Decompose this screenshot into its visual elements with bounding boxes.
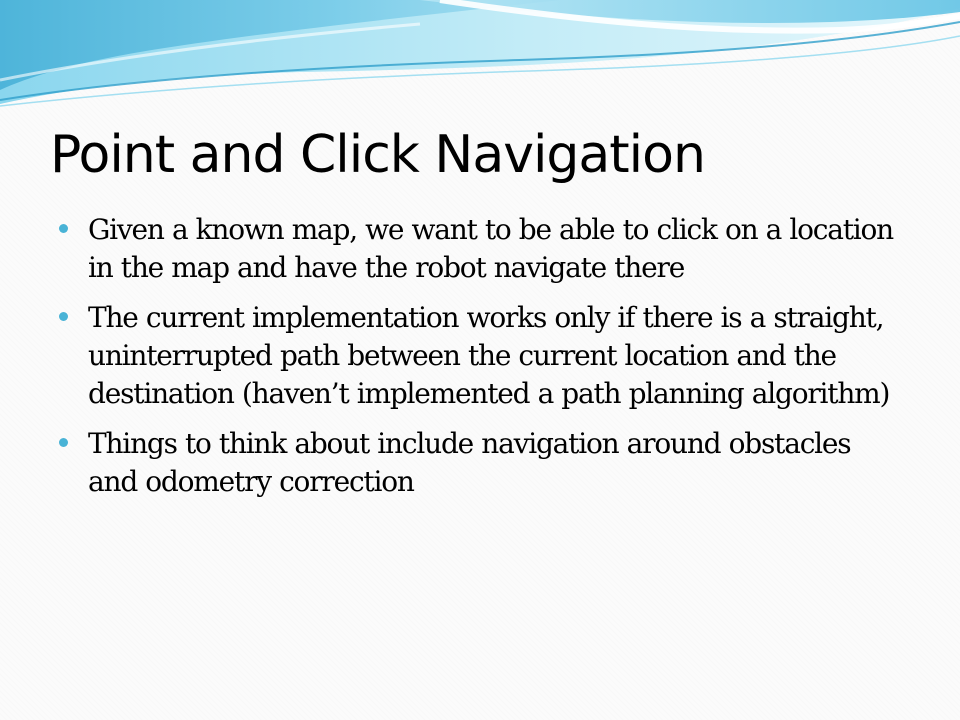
header-wave-decoration [0, 0, 960, 115]
bullet-dot-icon [59, 312, 68, 321]
bullet-dot-icon [59, 224, 68, 233]
bullet-text: Given a known map, we want to be able to click on a location in the map and have the robot navigate there [88, 213, 894, 284]
bullet-item [58, 211, 903, 287]
bullet-text: Things to think about include navigation around obstacles and odometry correction [88, 427, 851, 498]
bullet-text: The current implementation works only if there is a straight, uninterrupted path between the current location and the destination (haven’t implemented a path planning algorithm) [88, 301, 890, 410]
bullet-dot-icon [59, 438, 68, 447]
bullet-item [58, 299, 903, 413]
slide-title: Point and Click Navigation [50, 125, 705, 185]
bullet-list [58, 211, 903, 513]
bullet-item [58, 425, 903, 501]
